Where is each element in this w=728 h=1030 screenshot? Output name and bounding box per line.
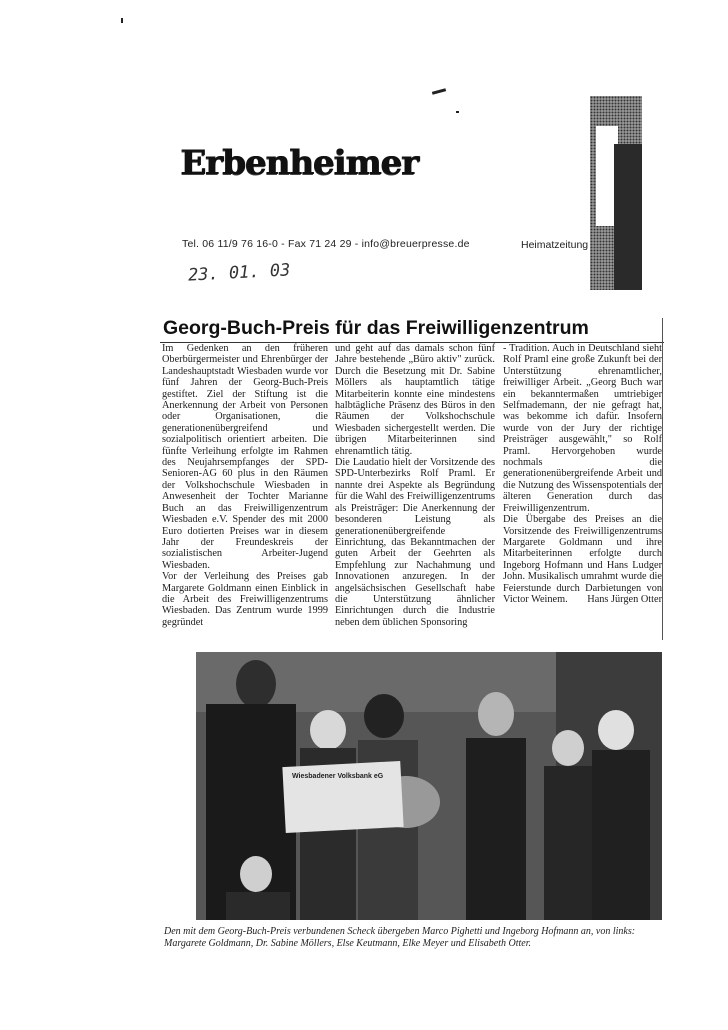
masthead-logo-graphic [590,96,642,290]
photo-caption: Den mit dem Georg-Buch-Preis verbundenen Scheck übergeben Marco Pighetti und Ingeborg Hofmann an, von links: Margarete Goldmann, Dr. Sabine Möllers, Else Keutmann, Elke Meyer und Elisabeth Otter. [164,926,636,949]
scan-speck [121,18,123,23]
newspaper-masthead: Erbenheimer [180,143,418,183]
paragraph-text: Die Übergabe des Preises an die Vorsitzende des Freiwilligenzentrums Margarete Goldmann und ihre Mitarbeiterinnen erfolgte durch Ingeborg Hofmann und Hans Ludger John. Musikalisch umrahmt wurde die Feierstunde durch Darbietungen von Victor Weinem. [503,514,662,605]
paragraph: - Tradition. Auch in Deutschland sieht Rolf Praml eine große Zukunft bei der Unterstützung ehrenamtlicher, freiwilliger Arbeit. „Georg Buch war ein bekanntermaßen umtriebiger Selfmademann, der nie gefragt hat, was bekomme ich dafür. Insofern wurde von der Jury der richtige Preisträger ausgewählt," so Rolf Praml. Hervorgehoben wurde nochmals die generationenübergreifende Arbeit und die Nutzung des Wissenspotentials der älteren Generation durch das Freiwilligenzentrum. [503,343,662,514]
paragraph: Die Laudatio hielt der Vorsitzende des SPD-Unterbezirks Rolf Praml. Er nannte drei Aspekte als Begründung für die Wahl des Freiwilligenzentrums als Preisträger: Die Anerkennung der besonderen Leistung als generationenübergreifende Einrichtung, das Bekanntmachen der guten Arbeit der Geehrten als Empfehlung zur Nachahmung und Innovationen anzuregen. In der angelsächsischen Gesellschaft habe die Unterstützung ähnlicher Einrichtungen durch die Industrie neben dem üblichen Sponsoring [335,457,495,628]
paragraph: und geht auf das damals schon fünf Jahre bestehende „Büro aktiv" zurück. Durch die Besetzung mit Dr. Sabine Möllers als hauptamtlich tätige Mitarbeiterin konnte eine mindestens halbtägliche Präsenz des Büros in den Räumen der Volkshochschule Wiesbaden sichergestellt werden. Die übrigen Mitarbeiterinnen sind ehrenamtlich tätig. [335,343,495,457]
section-label: Heimatzeitung [521,239,589,251]
article-headline: Georg-Buch-Preis für das Freiwilligenzentrum [163,317,589,339]
article-column-1 [162,343,328,628]
article-column-3 [503,343,662,605]
photo-image [196,652,662,920]
article-column-2 [335,343,495,628]
date-stamp: 23. 01. 03 [187,260,291,286]
cheque-text: Wiesbadener Volksbank eG [292,773,384,780]
paragraph: Vor der Verleihung des Preises gab Margarete Goldmann einen Einblick in die Arbeit des Freiwilligenzentrums Wiesbaden. Das Zentrum wurde 1999 gegründet [162,571,328,628]
paragraph: Im Gedenken an den früheren Oberbürgermeister und Ehrenbürger der Landeshauptstadt Wiesbaden wurde vor fünf Jahren der Georg-Buch-Preis gestiftet. Ziel der Stiftung ist die Anerkennung der Arbeit von Personen oder Organisationen, die generationenübergreifend und sozialpolitisch orientiert arbeiten. Die fünfte Verleihung erfolgte im Rahmen des Neujahrsempfanges der SPD-Senioren-AG 60 plus in den Räumen der Volkshochschule Wiesbaden in Anwesenheit der Tochter Marianne Buch an das Freiwilligenzentrum Wiesbaden e.V. Spender des mit 2000 Euro dotierten Preises war in diesem Jahr der Freundeskreis der sozialistischen Arbeiter-Jugend Wiesbaden. [162,343,328,571]
scan-speck [456,111,459,113]
article-photo [196,652,662,920]
scan-speck [432,88,446,95]
author-byline: Hans Jürgen Otter [587,593,662,605]
contact-line: Tel. 06 11/9 76 16-0 - Fax 71 24 29 - info@breuerpresse.de [182,238,470,250]
column-rule [662,318,663,640]
paragraph [503,514,662,605]
